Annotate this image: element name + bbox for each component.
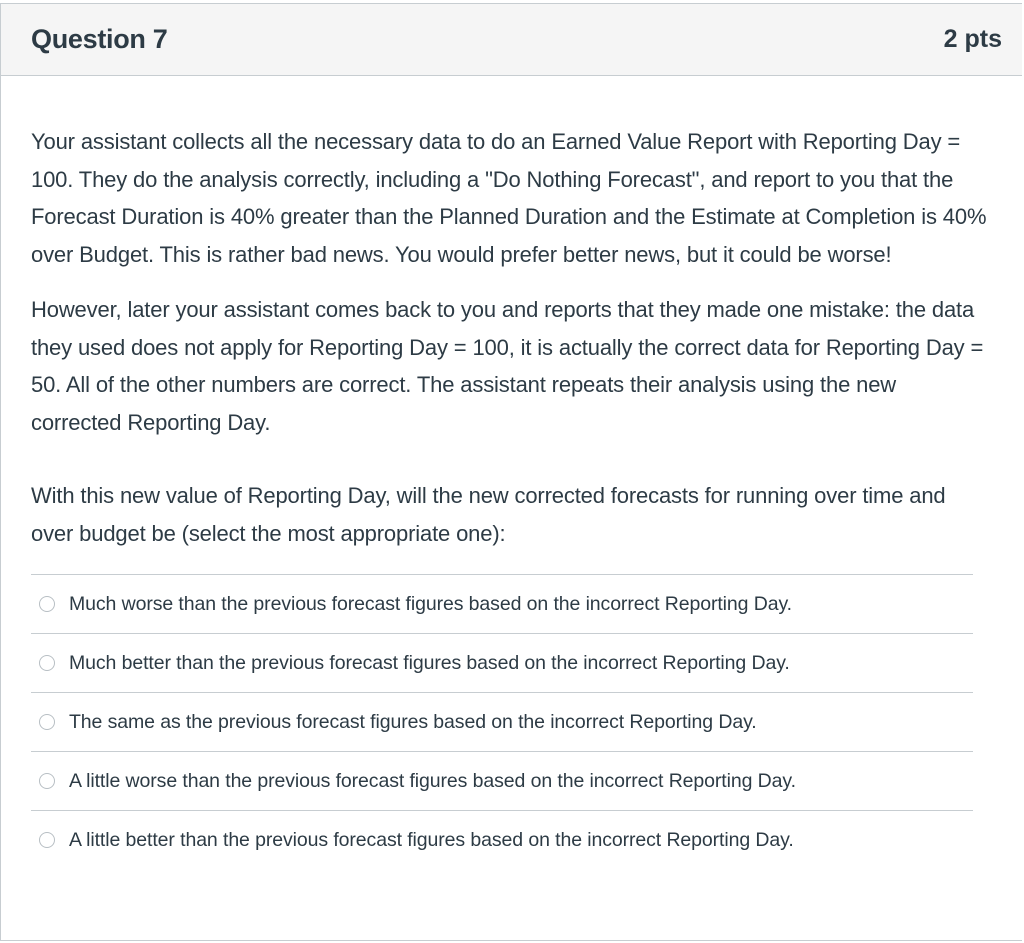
answer-label: Much better than the previous forecast figures based on the incorrect Reporting Day.	[69, 651, 790, 674]
answer-list	[31, 574, 973, 869]
question-header	[1, 4, 1022, 76]
radio-button[interactable]	[39, 596, 55, 612]
answer-option[interactable]	[31, 810, 973, 869]
radio-button[interactable]	[39, 714, 55, 730]
answer-label: The same as the previous forecast figures based on the incorrect Reporting Day.	[69, 710, 757, 733]
question-points: 2 pts	[943, 25, 1002, 53]
answer-option[interactable]	[31, 692, 973, 751]
question-card	[0, 3, 1022, 941]
answer-label: A little worse than the previous forecast figures based on the incorrect Reporting Day.	[69, 769, 796, 792]
answer-label: A little better than the previous forecast figures based on the incorrect Reporting Day.	[69, 828, 794, 851]
question-prompt: With this new value of Reporting Day, will the new corrected forecasts for running over time and over budget be (select the most appropriate one):	[31, 483, 946, 546]
question-text	[31, 123, 992, 552]
question-body	[1, 76, 1022, 869]
radio-button[interactable]	[39, 832, 55, 848]
question-paragraph: Your assistant collects all the necessary data to do an Earned Value Report with Reporting Day = 100. They do the analysis correctly, including a "Do Nothing Forecast", and report to you that the Forecast Duration is 40% greater than the Planned Duration and the Estimate at Completion is 40% over Budget. This is rather bad news. You would prefer better news, but it could be worse!	[31, 129, 987, 267]
answer-label: Much worse than the previous forecast figures based on the incorrect Reporting Day.	[69, 592, 792, 615]
answer-option[interactable]	[31, 574, 973, 633]
question-title: Question 7	[31, 24, 168, 54]
question-paragraph: However, later your assistant comes back to you and reports that they made one mistake: the data they used does not apply for Reporting Day = 100, it is actually the correct data for Reporting Day = 50. All of the other numbers are correct. The assistant repeats their analysis using the new corrected Reporting Day.	[31, 297, 984, 435]
answer-option[interactable]	[31, 633, 973, 692]
radio-button[interactable]	[39, 773, 55, 789]
answer-option[interactable]	[31, 751, 973, 810]
radio-button[interactable]	[39, 655, 55, 671]
